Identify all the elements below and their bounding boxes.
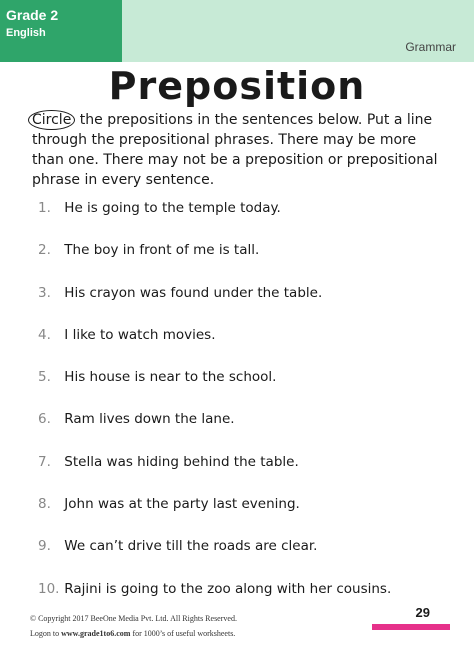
question-number: 4. (38, 326, 51, 343)
question-number: 2. (38, 242, 51, 259)
page-number: 29 (415, 605, 430, 620)
question-item (38, 494, 458, 536)
question-item (38, 240, 458, 282)
question-item (38, 536, 458, 578)
question-text: His house is near to the school. (64, 369, 277, 386)
page-title: Preposition (108, 64, 366, 108)
question-item (38, 367, 458, 409)
question-text: His crayon was found under the table. (64, 284, 323, 301)
question-item (38, 283, 458, 325)
logon-site-link[interactable]: www.grade1to6.com (61, 629, 131, 638)
logon-text (30, 629, 235, 638)
question-item (38, 452, 458, 494)
instructions-text: the prepositions in the sentences below. Put a line through the prepositional phrases. There may be more than one. There may not be a preposition or prepositional phrase in every sentence. (32, 112, 438, 188)
question-number: 10. (38, 580, 60, 597)
question-number: 1. (38, 200, 51, 216)
question-number: 5. (38, 369, 51, 386)
question-text: Ram lives down the lane. (64, 411, 235, 428)
question-item (38, 409, 458, 451)
question-text: Rajini is going to the zoo along with her cousins. (64, 580, 392, 597)
question-number: 6. (38, 411, 51, 428)
question-number: 8. (38, 496, 51, 513)
question-text: The boy in front of me is tall. (64, 242, 260, 259)
logon-prefix: Logon to (30, 629, 62, 638)
question-text: Stella was hiding behind the table. (64, 453, 299, 470)
grade-box (0, 0, 122, 62)
question-number: 7. (38, 453, 51, 470)
question-list (38, 198, 458, 621)
instructions (32, 110, 452, 190)
question-item (38, 325, 458, 367)
copyright-text: © Copyright 2017 BeeOne Media Pvt. Ltd. All Rights Reserved. (30, 614, 237, 623)
question-number: 9. (38, 538, 51, 555)
question-item (38, 198, 458, 240)
circled-word: Circle (28, 110, 75, 130)
question-text: John was at the party last evening. (64, 496, 300, 513)
grade-label: Grade 2 (6, 7, 59, 23)
page-accent-bar (372, 624, 450, 630)
language-label: English (6, 27, 46, 39)
question-text: He is going to the temple today. (64, 200, 281, 216)
subject-label: Grammar (405, 40, 456, 54)
question-text: We can’t drive till the roads are clear. (64, 538, 318, 555)
question-text: I like to watch movies. (64, 326, 216, 343)
question-number: 3. (38, 284, 51, 301)
logon-suffix: for 1000’s of useful worksheets. (130, 629, 236, 638)
